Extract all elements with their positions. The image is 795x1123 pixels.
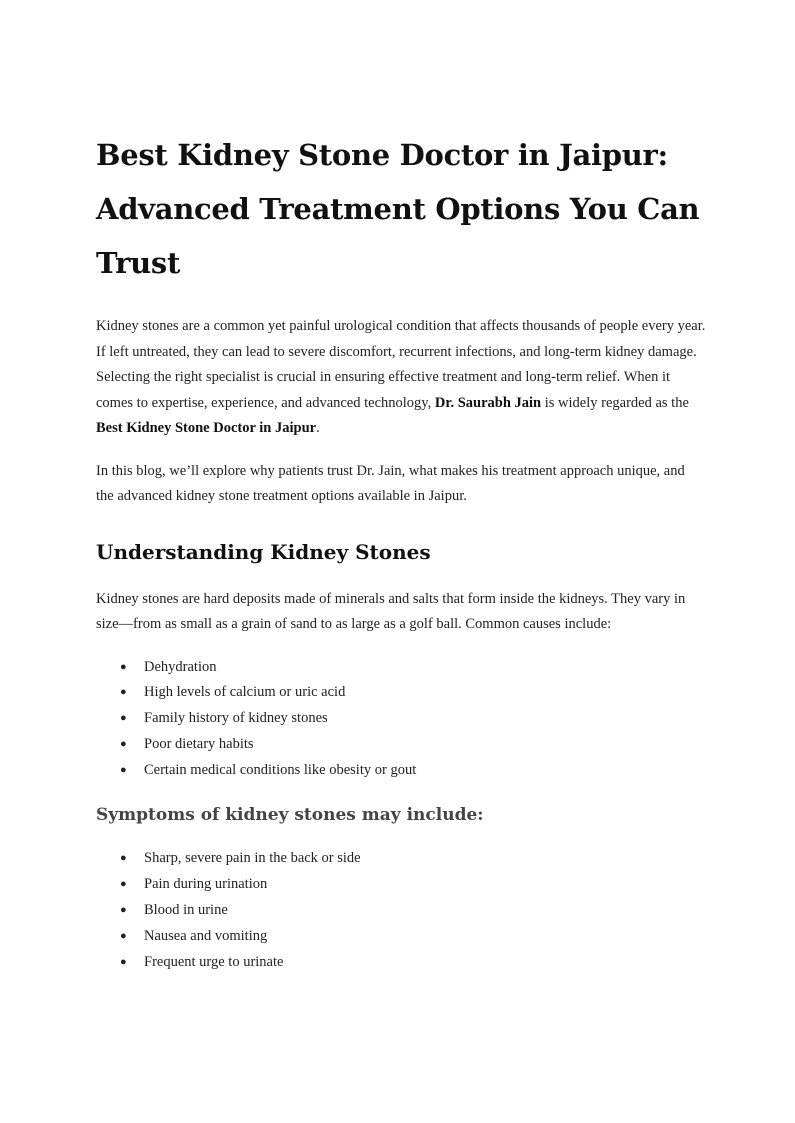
- list-item-text: Family history of kidney stones: [144, 710, 328, 727]
- list-item-text: Pain during urination: [144, 876, 268, 893]
- blog-overview-paragraph: In this blog, we’ll explore why patients trust Dr. Jain, what makes his treatment approach unique, and the advanced kidney stone treatment options available in Jaipur.: [96, 462, 685, 504]
- intro-text-2: is widely regarded as the: [541, 394, 689, 411]
- symptoms-list: [96, 846, 706, 975]
- list-item-text: High levels of calcium or uric acid: [144, 684, 346, 701]
- list-item: [120, 655, 706, 681]
- section-heading-symptoms: Symptoms of kidney stones may include:: [96, 805, 484, 826]
- bullet-icon: ●: [120, 878, 127, 891]
- list-item-text: Poor dietary habits: [144, 735, 254, 752]
- list-item: [120, 706, 706, 732]
- page-title: Best Kidney Stone Doctor in Jaipur: Advanced Treatment Options You Can Trust: [96, 138, 700, 280]
- list-item: [120, 924, 706, 950]
- list-item: [120, 898, 706, 924]
- section-understanding-body: Kidney stones are hard deposits made of minerals and salts that form inside the kidneys. They vary in size—from as small as a grain of sand to as large as a golf ball. Common causes include:: [96, 590, 686, 632]
- list-item-text: Dehydration: [144, 658, 217, 675]
- bullet-icon: ●: [120, 763, 127, 776]
- list-item-text: Nausea and vomiting: [144, 927, 268, 944]
- bullet-icon: ●: [120, 660, 127, 673]
- bullet-icon: ●: [120, 686, 127, 699]
- list-item: [120, 950, 706, 976]
- bullet-icon: ●: [120, 904, 127, 917]
- causes-list: [96, 655, 706, 784]
- list-item-text: Frequent urge to urinate: [144, 953, 284, 970]
- list-item: [120, 758, 706, 784]
- bullet-icon: ●: [120, 737, 127, 750]
- list-item-text: Certain medical conditions like obesity or gout: [144, 761, 417, 778]
- list-item-text: Sharp, severe pain in the back or side: [144, 850, 361, 867]
- bullet-icon: ●: [120, 955, 127, 968]
- intro-highlight: Best Kidney Stone Doctor in Jaipur: [96, 420, 317, 436]
- intro-text-3: .: [316, 420, 320, 436]
- intro-text-1: Kidney stones are a common yet painful urological condition that affects thousands of people every year. If left untreated, they can lead to severe discomfort, recurrent infections, and long-term kidney damage. Selecting the right specialist is crucial in ensuring effective treatment and long-term relief. When it comes to expertise, experience, and advanced technology,: [96, 318, 706, 411]
- list-item: [120, 846, 706, 872]
- bullet-icon: ●: [120, 929, 127, 942]
- list-item-text: Blood in urine: [144, 902, 228, 919]
- list-item: [120, 872, 706, 898]
- document-page: [96, 128, 706, 975]
- section-heading-understanding: Understanding Kidney Stones: [96, 539, 431, 564]
- doctor-name: Dr. Saurabh Jain: [434, 394, 542, 411]
- bullet-icon: ●: [120, 712, 127, 725]
- intro-paragraph: [96, 314, 706, 442]
- bullet-icon: ●: [120, 852, 127, 865]
- list-item: [120, 732, 706, 758]
- list-item: [120, 680, 706, 706]
